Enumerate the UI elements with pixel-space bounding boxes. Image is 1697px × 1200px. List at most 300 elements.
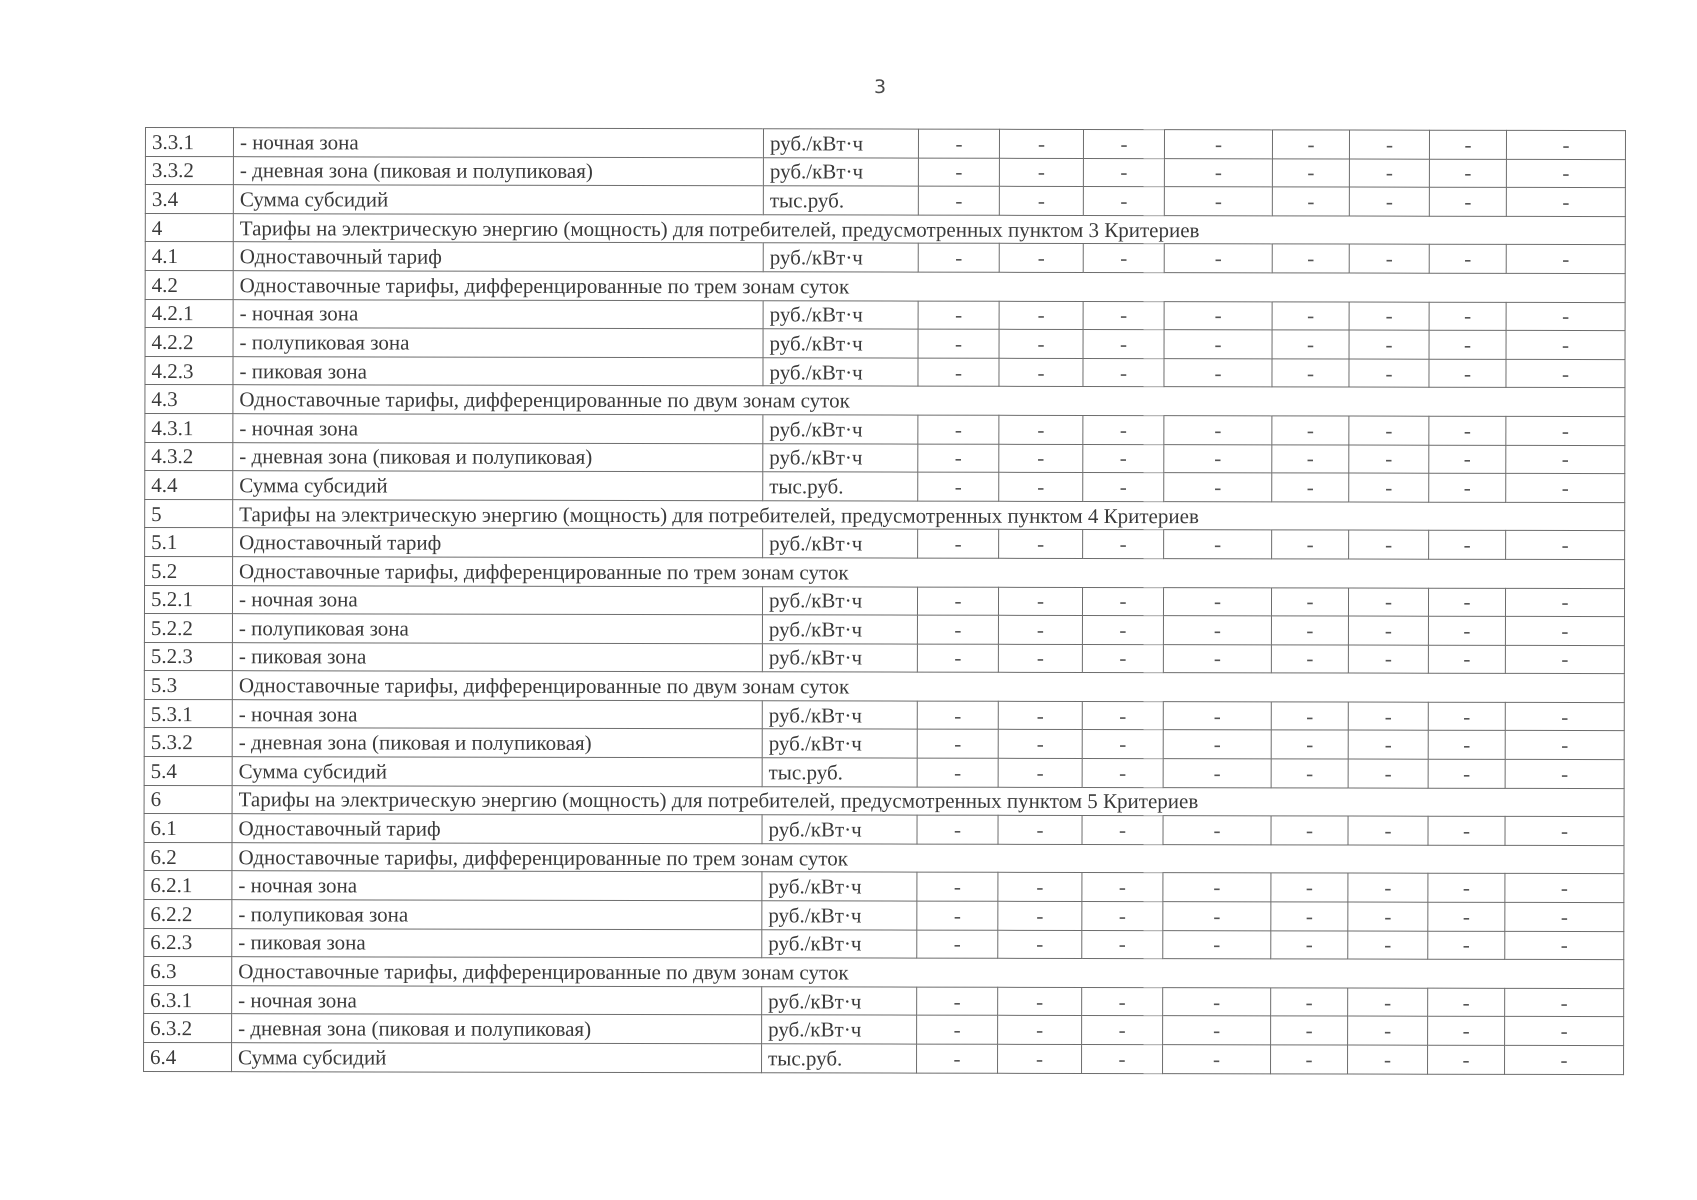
value-cell: - [1429,187,1506,216]
value-cell: - [1164,130,1272,159]
value-cell: - [1428,616,1505,645]
value-cell: - [1083,187,1164,216]
value-cell: - [1349,359,1429,388]
value-cell: - [1348,730,1428,759]
value-cell: - [998,758,1082,787]
row-number: 6.3.1 [144,985,232,1014]
table-row [144,814,1624,846]
value-cell: - [1272,244,1349,273]
value-cell: - [1506,359,1625,388]
row-number: 5.3 [144,671,232,700]
section-row [144,842,1624,874]
row-name: - ночная зона [233,128,763,158]
table-row [144,699,1624,731]
value-cell: - [1505,616,1624,645]
value-cell: - [1505,817,1624,846]
value-cell: - [1348,1016,1428,1045]
row-name: - ночная зона [232,985,762,1015]
value-cell: - [1163,730,1271,759]
row-unit: руб./кВт·ч [763,300,918,329]
table-row [144,1014,1624,1046]
row-number: 4.3 [145,385,233,414]
row-number: 4.3.2 [145,442,233,471]
section-title: Тарифы на электрическую энергию (мощность) для потребителей, предусмотренных пунктом 4 Критериев [233,499,1625,531]
row-unit: руб./кВт·ч [762,929,917,958]
value-cell: - [1082,759,1163,788]
row-name: Сумма субсидий [232,1043,762,1073]
value-cell: - [1272,444,1349,473]
section-title: Одноставочные тарифы, дифференцированные по двум зонам суток [232,957,1624,989]
value-cell: - [1429,445,1506,474]
value-cell: - [1271,587,1348,616]
value-cell: - [1506,188,1625,217]
row-number: 5 [145,499,233,528]
value-cell: - [1082,730,1163,759]
value-cell: - [999,186,1083,215]
value-cell: - [1082,987,1163,1016]
row-unit: руб./кВт·ч [762,987,917,1016]
row-unit: руб./кВт·ч [763,358,918,387]
value-cell: - [1348,702,1428,731]
value-cell: - [1271,1045,1348,1074]
table-row [145,299,1625,331]
row-name: - полупиковая зона [232,614,762,644]
value-cell: - [1348,588,1428,617]
value-cell: - [1505,645,1624,674]
row-number: 6.1 [144,814,232,843]
value-cell: - [1428,1045,1505,1074]
value-cell: - [1506,531,1625,560]
value-cell: - [1429,245,1506,274]
value-cell: - [1083,530,1164,559]
value-cell: - [999,472,1083,501]
row-number: 6.2.1 [144,871,232,900]
row-unit: руб./кВт·ч [762,643,917,672]
value-cell: - [1271,616,1348,645]
value-cell: - [1163,702,1271,731]
table-row [144,757,1624,789]
section-title: Одноставочные тарифы, дифференцированные по двум зонам суток [232,671,1624,703]
row-number: 4.2.2 [145,328,233,357]
value-cell: - [1349,473,1429,502]
value-cell: - [1163,1016,1271,1045]
value-cell: - [1428,645,1505,674]
value-cell: - [1271,873,1348,902]
value-cell: - [998,587,1082,616]
value-cell: - [1505,731,1624,760]
value-cell: - [917,730,998,759]
value-cell: - [1506,159,1625,188]
value-cell: - [1083,158,1164,187]
row-unit: тыс.руб. [763,472,918,501]
row-name: Сумма субсидий [233,185,763,215]
value-cell: - [918,415,999,444]
value-cell: - [1429,359,1506,388]
row-number: 4.2.1 [145,299,233,328]
row-unit: руб./кВт·ч [762,615,917,644]
row-number: 3.3.2 [145,156,233,185]
value-cell: - [1348,816,1428,845]
table-row [145,413,1625,445]
row-unit: руб./кВт·ч [763,415,918,444]
value-cell: - [1083,244,1164,273]
value-cell: - [1506,445,1625,474]
row-name: Сумма субсидий [233,471,763,501]
row-unit: руб./кВт·ч [762,1015,917,1044]
value-cell: - [1083,129,1164,158]
value-cell: - [1429,159,1506,188]
row-unit: тыс.руб. [762,1044,917,1073]
value-cell: - [1506,302,1625,331]
row-number: 4.4 [145,471,233,500]
value-cell: - [918,329,999,358]
row-number: 5.4 [144,757,232,786]
row-number: 6.4 [144,1042,232,1071]
value-cell: - [998,730,1082,759]
value-cell: - [998,1016,1082,1045]
row-unit: тыс.руб. [763,186,918,215]
row-unit: руб./кВт·ч [762,872,917,901]
value-cell: - [1349,530,1429,559]
value-cell: - [1505,874,1624,903]
row-number: 4.3.1 [145,413,233,442]
value-cell: - [1164,158,1272,187]
value-cell: - [1272,130,1349,159]
section-title: Одноставочные тарифы, дифференцированные по трем зонам суток [233,271,1625,303]
value-cell: - [999,158,1083,187]
value-cell: - [1083,415,1164,444]
value-cell: - [918,472,999,501]
value-cell: - [1164,358,1272,387]
value-cell: - [1083,444,1164,473]
value-cell: - [1082,873,1163,902]
value-cell: - [999,129,1083,158]
value-cell: - [998,615,1082,644]
value-cell: - [1505,702,1624,731]
value-cell: - [1082,1016,1163,1045]
row-number: 6.3.2 [144,1014,232,1043]
row-name: - ночная зона [233,414,763,444]
value-cell: - [1429,531,1506,560]
row-name: - ночная зона [232,585,762,615]
table-row [145,185,1625,217]
value-cell: - [918,301,999,330]
section-row [145,499,1625,531]
value-cell: - [1348,1045,1428,1074]
row-number: 5.2.1 [144,585,232,614]
value-cell: - [1271,902,1348,931]
row-number: 4 [145,213,233,242]
value-cell: - [1428,731,1505,760]
value-cell: - [1428,816,1505,845]
value-cell: - [1506,416,1625,445]
table-row [145,156,1625,188]
value-cell: - [1506,130,1625,159]
section-title: Одноставочные тарифы, дифференцированные по трем зонам суток [232,843,1624,875]
value-cell: - [998,901,1082,930]
table-row [144,728,1624,760]
value-cell: - [1349,187,1429,216]
value-cell: - [999,301,1083,330]
value-cell: - [1349,416,1429,445]
row-name: - пиковая зона [232,642,762,672]
row-name: Сумма субсидий [232,757,762,787]
value-cell: - [1082,616,1163,645]
row-name: - дневная зона (пиковая и полупиковая) [232,1014,762,1044]
value-cell: - [1349,159,1429,188]
table-row [145,242,1625,274]
value-cell: - [1164,301,1272,330]
row-name: - ночная зона [232,700,762,730]
value-cell: - [998,930,1082,959]
value-cell: - [1506,473,1625,502]
value-cell: - [917,701,998,730]
value-cell: - [1164,244,1272,273]
row-name: - дневная зона (пиковая и полупиковая) [233,442,763,472]
row-number: 5.3.1 [144,699,232,728]
value-cell: - [1505,931,1624,960]
value-cell: - [1348,616,1428,645]
row-number: 3.3.1 [145,128,233,157]
row-unit: руб./кВт·ч [763,329,918,358]
value-cell: - [1272,301,1349,330]
table-row [144,585,1624,617]
value-cell: - [1082,1044,1163,1073]
value-cell: - [1164,473,1272,502]
section-row [144,671,1624,703]
value-cell: - [1271,930,1348,959]
value-cell: - [1505,1017,1624,1046]
value-cell: - [998,987,1082,1016]
value-cell: - [999,358,1083,387]
section-row [145,556,1625,588]
value-cell: - [1163,1045,1271,1074]
value-cell: - [918,186,999,215]
row-name: - дневная зона (пиковая и полупиковая) [232,728,762,758]
row-number: 5.2.2 [144,614,232,643]
section-row [145,385,1625,417]
value-cell: - [1082,816,1163,845]
value-cell: - [1348,645,1428,674]
value-cell: - [1349,330,1429,359]
value-cell: - [917,1016,998,1045]
value-cell: - [1349,302,1429,331]
value-cell: - [1083,358,1164,387]
value-cell: - [1349,445,1429,474]
value-cell: - [1271,759,1348,788]
row-number: 4.1 [145,242,233,271]
table-row [145,471,1625,503]
value-cell: - [1082,930,1163,959]
row-name: - пиковая зона [233,356,763,386]
row-unit: руб./кВт·ч [763,529,918,558]
row-number: 5.2 [145,556,233,585]
value-cell: - [998,873,1082,902]
table-row [144,900,1624,932]
value-cell: - [1505,588,1624,617]
value-cell: - [999,244,1083,273]
section-row [145,270,1625,302]
value-cell: - [1506,331,1625,360]
value-cell: - [998,816,1082,845]
table-row [145,356,1625,388]
row-name: - ночная зона [233,299,763,329]
row-number: 6.2.2 [144,900,232,929]
value-cell: - [1428,702,1505,731]
row-number: 4.2 [145,270,233,299]
value-cell: - [917,930,998,959]
row-number: 4.2.3 [145,356,233,385]
section-row [145,213,1625,245]
value-cell: - [1163,902,1271,931]
value-cell: - [1272,187,1349,216]
value-cell: - [1272,530,1349,559]
value-cell: - [918,129,999,158]
value-cell: - [1082,701,1163,730]
value-cell: - [1164,330,1272,359]
value-cell: - [1506,245,1625,274]
value-cell: - [998,1044,1082,1073]
section-row [144,785,1624,817]
row-name: - полупиковая зона [232,900,762,930]
value-cell: - [1272,359,1349,388]
value-cell: - [917,873,998,902]
table-row [144,1042,1624,1074]
value-cell: - [1163,587,1271,616]
row-unit: руб./кВт·ч [762,901,917,930]
value-cell: - [1271,1016,1348,1045]
row-number: 6 [144,785,232,814]
value-cell: - [1505,988,1624,1017]
value-cell: - [999,530,1083,559]
value-cell: - [1164,530,1272,559]
section-title: Тарифы на электрическую энергию (мощность) для потребителей, предусмотренных пунктом 5 Критериев [232,785,1624,817]
value-cell: - [1271,988,1348,1017]
value-cell: - [1083,301,1164,330]
value-cell: - [1271,816,1348,845]
row-name: - полупиковая зона [233,328,763,358]
row-number: 6.2.3 [144,928,232,957]
row-name: Одноставочный тариф [233,242,763,272]
value-cell: - [917,758,998,787]
row-unit: руб./кВт·ч [763,157,918,186]
value-cell: - [1163,816,1271,845]
value-cell: - [1428,902,1505,931]
row-unit: руб./кВт·ч [763,129,918,158]
row-number: 5.1 [145,528,233,557]
row-unit: руб./кВт·ч [763,243,918,272]
value-cell: - [1428,988,1505,1017]
row-name: - ночная зона [232,871,762,901]
value-cell: - [1429,302,1506,331]
value-cell: - [1429,473,1506,502]
value-cell: - [1428,874,1505,903]
tariff-table [143,127,1626,1075]
value-cell: - [917,815,998,844]
value-cell: - [1163,644,1271,673]
value-cell: - [1083,473,1164,502]
value-cell: - [1348,988,1428,1017]
row-unit: руб./кВт·ч [762,815,917,844]
value-cell: - [998,644,1082,673]
page-number: 3 [873,76,887,98]
value-cell: - [1164,187,1272,216]
value-cell: - [1271,702,1348,731]
value-cell: - [1083,330,1164,359]
value-cell: - [1082,901,1163,930]
value-cell: - [917,615,998,644]
table-row [144,614,1624,646]
table-row [145,128,1625,160]
section-row [144,957,1624,989]
value-cell: - [1272,330,1349,359]
value-cell: - [1428,588,1505,617]
value-cell: - [917,587,998,616]
value-cell: - [918,243,999,272]
value-cell: - [1505,902,1624,931]
row-unit: руб./кВт·ч [762,586,917,615]
row-number: 3.4 [145,185,233,214]
value-cell: - [1271,645,1348,674]
row-unit: руб./кВт·ч [763,443,918,472]
value-cell: - [1082,587,1163,616]
value-cell: - [1271,730,1348,759]
row-unit: руб./кВт·ч [762,701,917,730]
value-cell: - [1428,1017,1505,1046]
value-cell: - [1429,130,1506,159]
value-cell: - [1272,158,1349,187]
row-name: - пиковая зона [232,928,762,958]
table-row [144,985,1624,1017]
section-title: Одноставочные тарифы, дифференцированные по двум зонам суток [233,385,1625,417]
table-row [144,642,1624,674]
table-body [144,128,1626,1075]
table-row [144,928,1624,960]
value-cell: - [917,901,998,930]
value-cell: - [1348,873,1428,902]
table-row [145,528,1625,560]
row-unit: руб./кВт·ч [762,729,917,758]
row-number: 6.3 [144,957,232,986]
row-name: - дневная зона (пиковая и полупиковая) [233,156,763,186]
value-cell: - [1163,987,1271,1016]
value-cell: - [1272,473,1349,502]
row-name: Одноставочный тариф [232,814,762,844]
section-title: Одноставочные тарифы, дифференцированные по трем зонам суток [233,557,1625,589]
value-cell: - [1163,873,1271,902]
row-unit: тыс.руб. [762,758,917,787]
value-cell: - [1505,759,1624,788]
table-row [144,871,1624,903]
value-cell: - [1428,931,1505,960]
value-cell: - [918,444,999,473]
value-cell: - [998,701,1082,730]
value-cell: - [999,415,1083,444]
value-cell: - [1505,1045,1624,1074]
row-name: Одноставочный тариф [233,528,763,558]
value-cell: - [918,358,999,387]
value-cell: - [999,444,1083,473]
value-cell: - [1163,930,1271,959]
value-cell: - [1164,444,1272,473]
value-cell: - [1082,644,1163,673]
row-number: 6.2 [144,842,232,871]
value-cell: - [1348,931,1428,960]
value-cell: - [917,987,998,1016]
value-cell: - [1428,759,1505,788]
value-cell: - [1349,244,1429,273]
value-cell: - [1163,759,1271,788]
